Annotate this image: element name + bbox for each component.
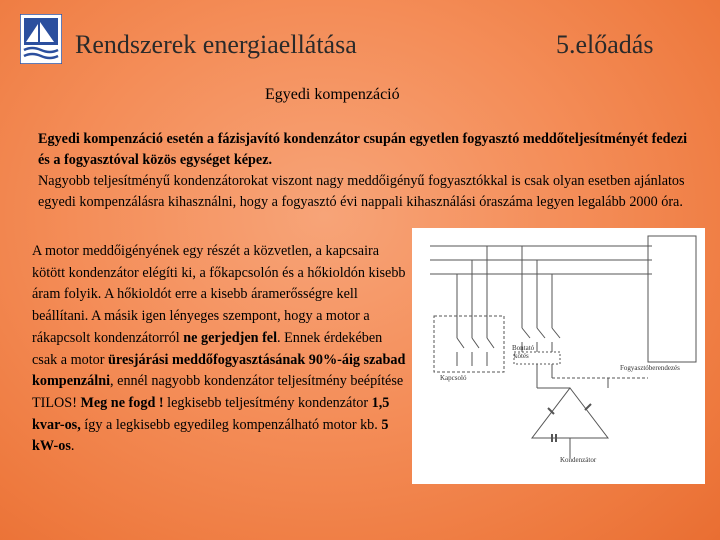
switch-label: Kapcsoló [440, 374, 467, 382]
text-part: legkisebb teljesítmény kondenzátor [163, 394, 372, 411]
text-part: , ennél nagyobb kondenzátor teljesítmény beépítése TILOS! [32, 373, 404, 411]
text-part: . Ennek érdekében csak a motor [32, 329, 383, 368]
slide-title: Egyedi kompenzáció [265, 86, 400, 103]
motor-compensation-text [32, 241, 407, 458]
university-logo [20, 14, 62, 64]
text-part: . [70, 438, 75, 455]
intro-text [38, 129, 698, 213]
thermal-relay-label: Bontató [512, 344, 535, 352]
text-part: így a legkisebb egyedileg kompenzálható motor kb. [80, 416, 382, 433]
capacitor-label: Kondenzátor [560, 456, 597, 464]
intro-bold-paragraph: Egyedi kompenzáció esetén a fázisjavító kondenzátor csupán egyetlen fogyasztó meddőteljesítményét fedezi és a fogyasztóval közös egységet képez. [38, 131, 688, 168]
bold-min-capacitor: 1,5 kvar-os, [32, 394, 390, 433]
text-part: A motor meddőigényének egy részét a közvetlen, a kapcsaira kötött kondenzátor elégíti ki, a főkapcsolón és a hőkioldón kisebb áram folyik. A hőkioldót erre a kisebb áramerősségre kell beállítani. A másik igen lényeges szempont, hogy a motor a rákapcsolt kondenzátorról [32, 243, 406, 346]
bold-compensation-limit: üresjárási meddőfogyasztásának 90%-áig szabad kompenzálni [32, 351, 406, 390]
course-title: Rendszerek energiaellátása [75, 30, 357, 59]
bold-warning: Meg ne fogd ! [80, 394, 164, 411]
circuit-diagram [412, 228, 705, 484]
bold-no-self-excitation: ne gerjedjen fel [183, 329, 278, 346]
intro-paragraph: Nagyobb teljesítményű kondenzátorokat viszont nagy meddőigényű fogyasztókkal is csak olyan esetben ajánlatos egyedi kompenzálásra kihasználni, hogy a fogyasztó évi nappali kihasználási óraszáma legyen legalább 2000 óra. [38, 173, 685, 210]
lecture-number: 5.előadás [556, 30, 654, 59]
consumer-label: Fogyasztóberendezés [620, 364, 680, 372]
thermal-relay-label-2: kötés [514, 352, 529, 360]
bold-min-motor: 5 kW-os [32, 416, 389, 455]
